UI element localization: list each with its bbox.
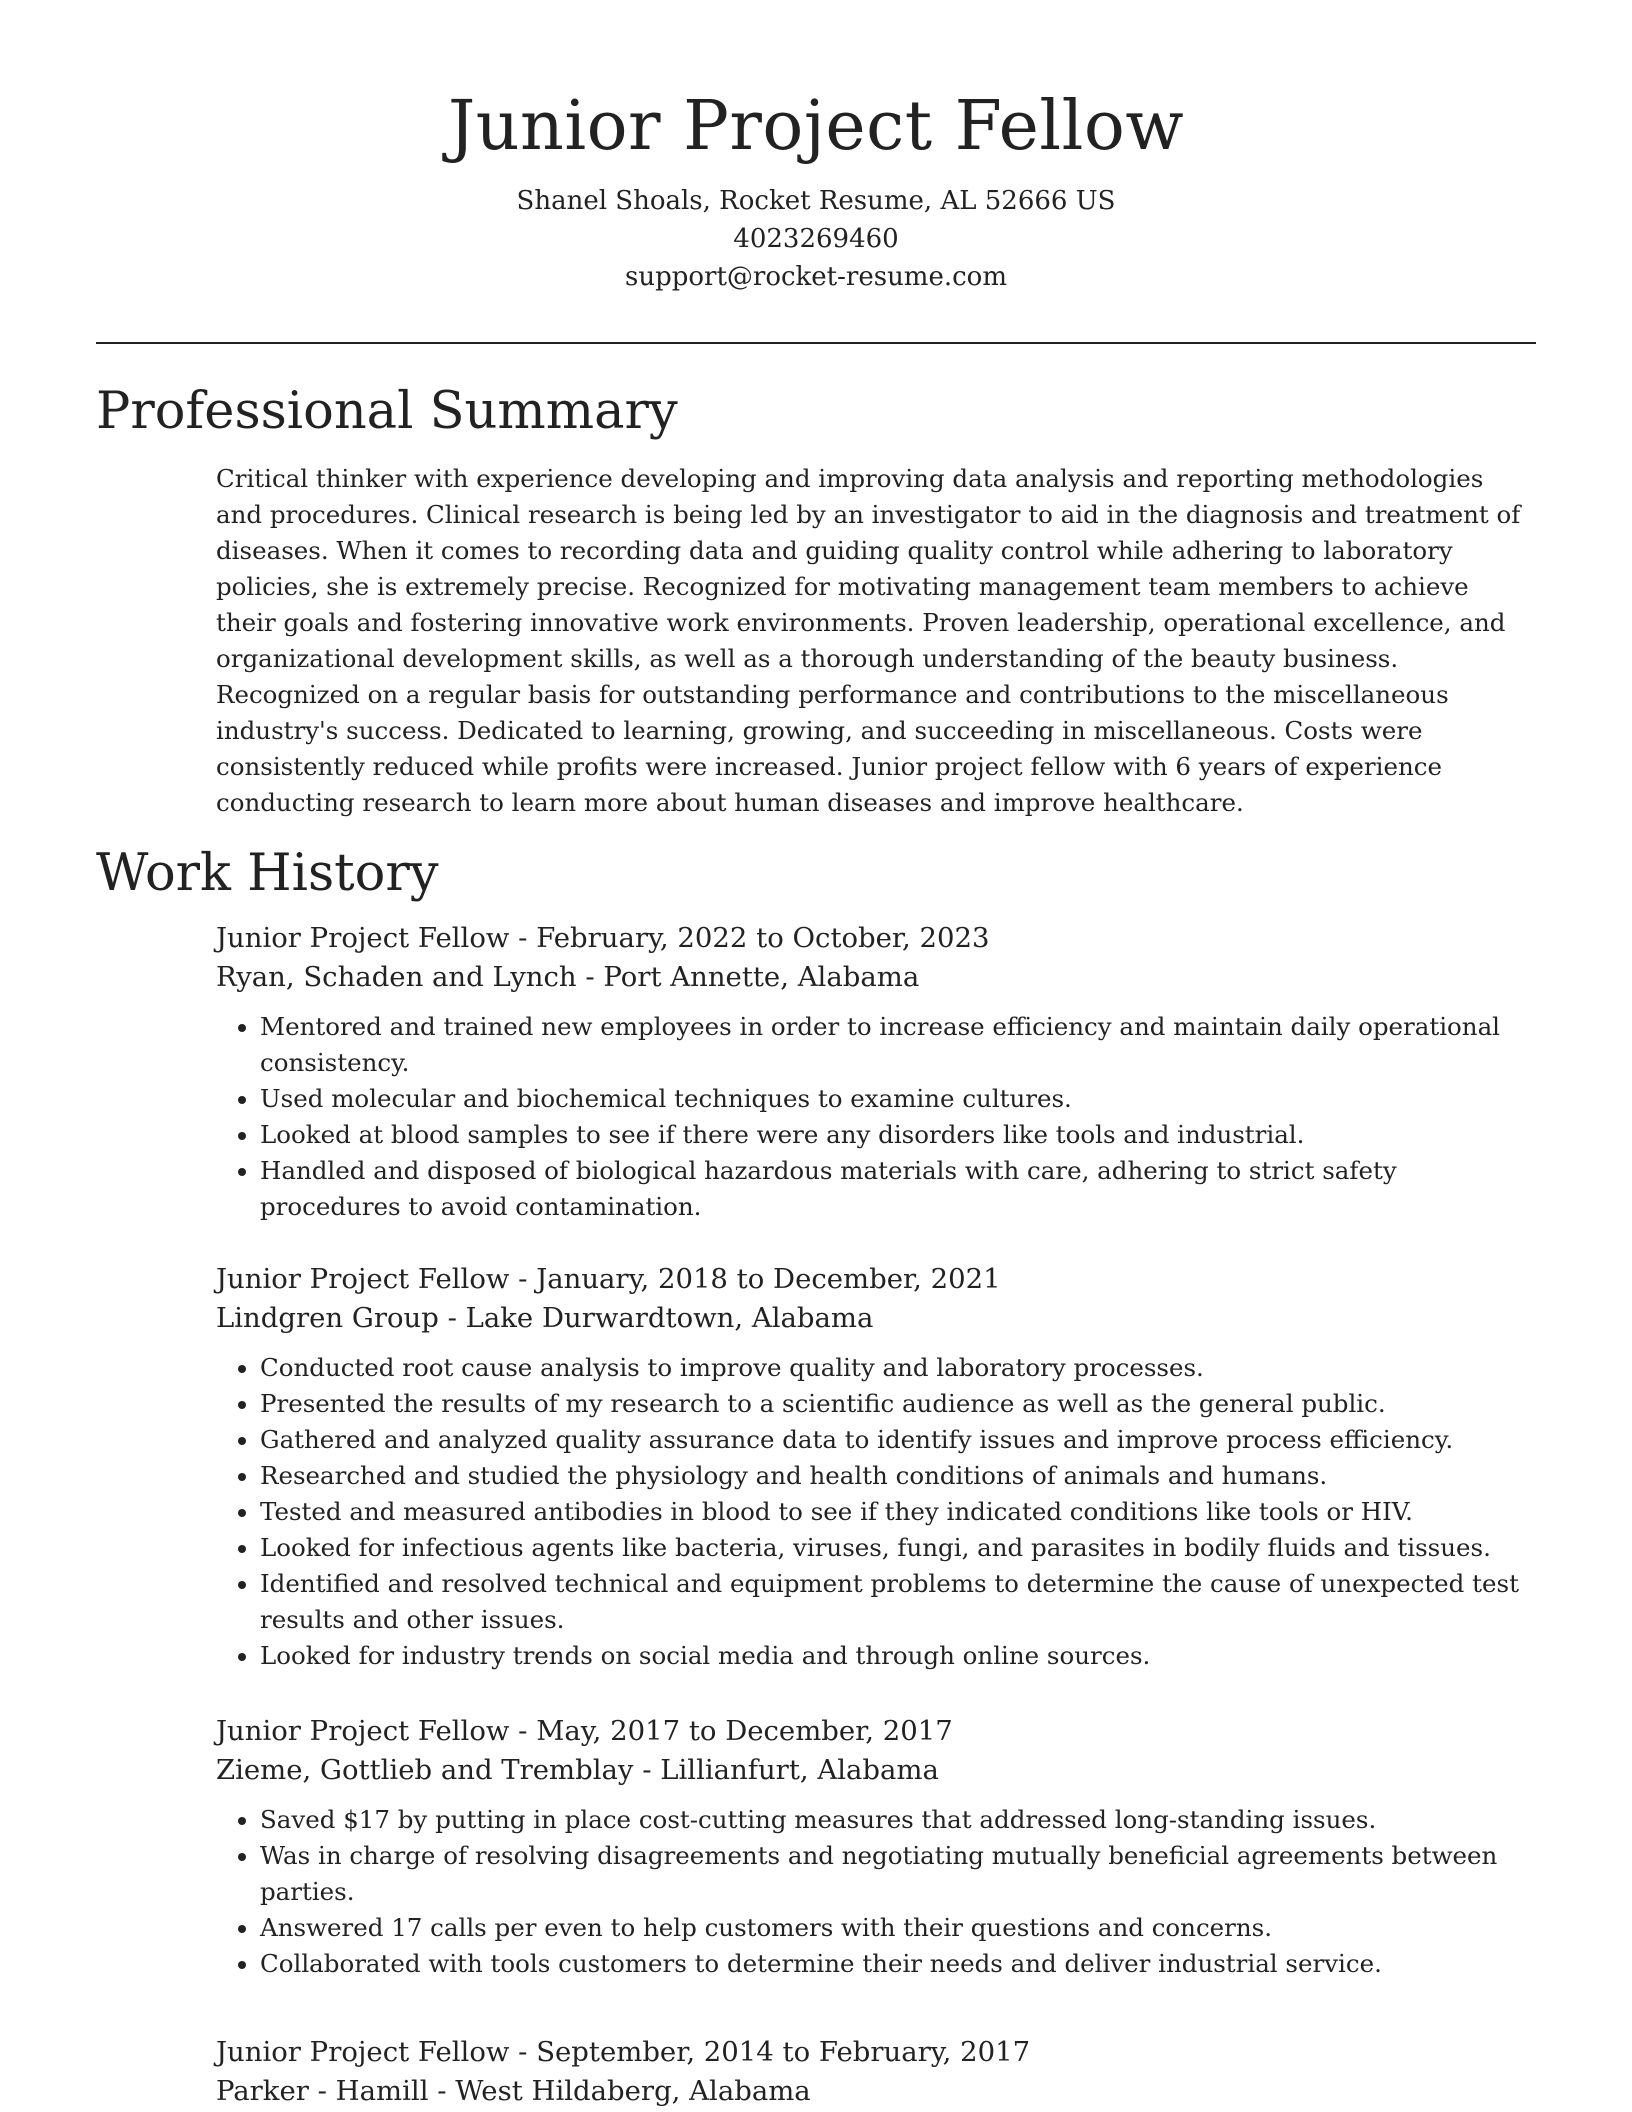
job-title-dates: Junior Project Fellow - May, 2017 to December, 2017 [216, 1715, 953, 1747]
contact-phone: 4023269460 [733, 224, 899, 254]
contact-block [96, 182, 1536, 296]
job-bullet-list [216, 1350, 1536, 1674]
job-bullet: • Looked for infectious agents like bacteria, viruses, fungi, and parasites in bodily fluids and tissues. [260, 1530, 1536, 1566]
job-employer-location: Ryan, Schaden and Lynch - Port Annette, Alabama [216, 961, 920, 993]
job-bullet: • Presented the results of my research to a scientific audience as well as the general public. [260, 1386, 1536, 1422]
job-bullet: • Was in charge of resolving disagreements and negotiating mutually beneficial agreements between parties. [260, 1838, 1536, 1910]
job-bullet: • Looked for industry trends on social media and through online sources. [260, 1638, 1536, 1674]
job-bullet: • Conducted root cause analysis to improve quality and laboratory processes. [260, 1350, 1536, 1386]
job-bullet: • Mentored and trained new employees in order to increase efficiency and maintain daily operational consistency. [260, 1009, 1536, 1081]
job-entry-4 [216, 2033, 1536, 2111]
job-bullet: • Saved $17 by putting in place cost-cutting measures that addressed long-standing issues. [260, 1802, 1536, 1838]
job-entry-3 [216, 1712, 1536, 1982]
job-bullet: • Tested and measured antibodies in blood to see if they indicated conditions like tools or HIV. [260, 1494, 1536, 1530]
job-bullet-list [216, 1802, 1536, 1982]
job-employer-location: Lindgren Group - Lake Durwardtown, Alabama [216, 1302, 874, 1334]
job-entry-2 [216, 1260, 1536, 1674]
job-title-dates: Junior Project Fellow - September, 2014 to February, 2017 [216, 2036, 1031, 2068]
job-employer-location: Parker - Hamill - West Hildaberg, Alabama [216, 2075, 811, 2107]
contact-address: Shanel Shoals, Rocket Resume, AL 52666 US [516, 186, 1116, 216]
job-employer-location: Zieme, Gottlieb and Tremblay - Lillianfurt, Alabama [216, 1754, 939, 1786]
summary-text: Critical thinker with experience developing and improving data analysis and reporting methodologies and procedures. Clinical research is being led by an investigator to aid in the diagnosis and treatment of diseases. When it comes to recording data and guiding quality control while adhering to laboratory policies, she is extremely precise. Recognized for motivating management team members to achieve their goals and fostering innovative work environments. Proven leadership, operational excellence, and organizational development skills, as well as a thorough understanding of the beauty business. Recognized on a regular basis for outstanding performance and contributions to the miscellaneous industry's success. Dedicated to learning, growing, and succeeding in miscellaneous. Costs were consistently reduced while profits were increased. Junior project fellow with 6 years of experience conducting research to learn more about human diseases and improve healthcare. [216, 464, 1521, 817]
resume-header [96, 82, 1536, 296]
resume-title: Junior Project Fellow [447, 87, 1185, 166]
job-bullet: • Gathered and analyzed quality assurance data to identify issues and improve process efficiency. [260, 1422, 1536, 1458]
job-title-dates: Junior Project Fellow - January, 2018 to December, 2021 [216, 1263, 1001, 1295]
job-bullet: • Used molecular and biochemical techniques to examine cultures. [260, 1081, 1536, 1117]
job-bullet: • Looked at blood samples to see if there were any disorders like tools and industrial. [260, 1117, 1536, 1153]
header-divider [96, 342, 1536, 344]
job-bullet: • Researched and studied the physiology and health conditions of animals and humans. [260, 1458, 1536, 1494]
contact-email: support@rocket-resume.com [624, 262, 1007, 292]
job-bullet: • Answered 17 calls per even to help customers with their questions and concerns. [260, 1910, 1536, 1946]
job-title-dates: Junior Project Fellow - February, 2022 to October, 2023 [216, 922, 990, 954]
job-entry-1 [216, 919, 1536, 1225]
summary-heading: Professional Summary [96, 382, 678, 441]
job-bullet: • Handled and disposed of biological hazardous materials with care, adhering to strict safety procedures to avoid contamination. [260, 1153, 1536, 1225]
job-bullet: • Identified and resolved technical and equipment problems to determine the cause of unexpected test results and other issues. [260, 1566, 1536, 1638]
work-history-heading: Work History [96, 844, 439, 903]
job-bullet: • Collaborated with tools customers to determine their needs and deliver industrial service. [260, 1946, 1536, 1982]
job-bullet-list [216, 1009, 1536, 1225]
